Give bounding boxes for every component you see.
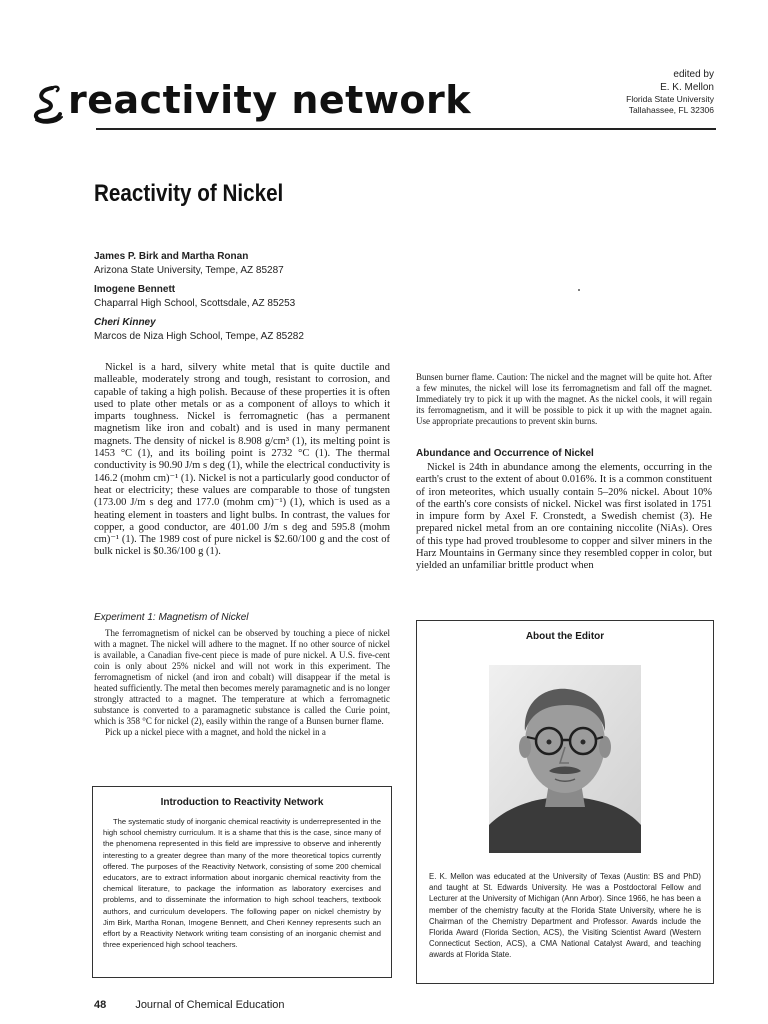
page-footer xyxy=(94,999,285,1011)
section-logo-text: reactivity network xyxy=(68,78,472,122)
author-affiliation: Arizona State University, Tempe, AZ 85287 xyxy=(94,265,284,276)
editor-bio: E. K. Mellon was educated at the University of Texas (Austin: BS and PhD) and taught at St. Edwards University. He was a Postdoctoral Fellow and Lecturer at the University of Michigan (Ann Arbor). Since 1966, he has been a member of the chemistry faculty at the Florida State University, where he is Chairman of the Chemistry Department and Professor. Awards include the Florida Award (Florida Section, ACS), the Visiting Scientist Award (Western Connecticut Section, ACS), a CMA National Catalyst Award, and teaching awards at Florida State. xyxy=(429,872,701,960)
editor-photo xyxy=(489,665,641,853)
editor-name: E. K. Mellon xyxy=(660,82,714,93)
intro-paragraph-column xyxy=(94,362,390,559)
experiment-paragraph: Pick up a nickel piece with a magnet, and hold the nickel in a xyxy=(105,727,326,737)
editor-affiliation: Florida State University xyxy=(626,94,714,104)
continued-paragraph: Bunsen burner flame. Caution: The nickel and the magnet will be quite hot. After a few minutes, the nickel will lose its ferromagnetism and fall off the magnet. Immediately try to pick it up with the magnet. As the nickel cools, it will regain its ferromagnetism, and it will be possible to pick it up with the magnet again. Use appropriate precautions to prevent skin burns. xyxy=(416,372,712,426)
abundance-heading: Abundance and Occurrence of Nickel xyxy=(416,448,594,459)
author-name: Cheri Kinney xyxy=(94,317,156,328)
abundance-paragraph: Nickel is 24th in abundance among the elements, occurring in the earth's crust to the extent of about 0.016%. It is a common constituent of iron meteorites, which usually contain 5–20% nickel. About 10% of the earth's core consists of nickel. Nickel was first isolated in 1751 in impure form by Axel F. Cronstedt, a Swedish chemist (3). He prepared nickel metal from an ore containing niccolite (NiAs). Ores of this type had proved troublesome to copper and silver miners in the Harz Mountains in Germany since they resembled copper in color, but yielded an unfamiliar brittle product when xyxy=(416,462,712,572)
author-list xyxy=(94,250,434,349)
journal-name: Journal of Chemical Education xyxy=(135,999,285,1011)
page-number: 48 xyxy=(94,999,107,1011)
experiment-paragraph: The ferromagnetism of nickel can be observed by touching a piece of nickel with a magnet. The nickel will adhere to the magnet. If no other source of nickel is available, a Canadian five-cent piece is made of pure nickel. A U.S. five-cent coin is only about 25% nickel and will not work in this experiment. The ferromagnetism of nickel (and iron and cobalt) will disappear if the metal is heated sufficiently. The metal then becomes merely paramagnetic and is no longer strongly attracted to a magnet. The temperature at which a ferromagnetic substance is converted to a paramagnetic substance is called the Curie point, which is 358 °C for nickel (2), easily within the range of a Bunsen burner flame. xyxy=(94,628,390,726)
author-name: James P. Birk and Martha Ronan xyxy=(94,251,249,262)
section-editor-credit xyxy=(554,68,714,116)
author-name: Imogene Bennett xyxy=(94,284,176,295)
reactivity-network-logo-icon xyxy=(32,84,64,124)
about-editor-title: About the Editor xyxy=(525,631,605,642)
about-editor-box xyxy=(416,620,714,984)
experiment-1-heading: Experiment 1: Magnetism of Nickel xyxy=(94,612,249,623)
scan-speck xyxy=(578,289,580,291)
editor-portrait-icon xyxy=(489,665,641,853)
author-affiliation: Chaparral High School, Scottsdale, AZ 85253 xyxy=(94,298,296,309)
abundance-text xyxy=(416,462,712,573)
intro-paragraph: Nickel is a hard, silvery white metal that is quite ductile and malleable, moderately strong and tough, resistant to corrosion, and capable of taking a high polish. Because of these properties it is often used to plate other metals or as a component of alloys to which it imparts toughness. Nickel is ferromagnetic (has a permanent magnetism like iron and cobalt) and is used in many permanent magnets. The density of nickel is 8.908 g/cm³ (1), its melting point is 1453 °C (1), and its boiling point is 2732 °C (1). The thermal conductivity is 90.90 J/m s deg (1), while the electrical conductivity is 146.2 (mohm cm)⁻¹ (1). Nickel is not a particularly good conductor of heat or electricity; these values are comparable to those of tungsten (173.00 J/m s deg and 177.0 (mohm cm)⁻¹) (1), which is used as a heating element in toasters and light bulbs. In contrast, the values for copper, a good conductor, are 401.00 J/m s deg and 595.8 (mohm cm)⁻¹ (1). The 1989 cost of pure nickel is $2.60/100 g and the cost of bulk nickel is $0.36/100 g (1). xyxy=(94,362,390,558)
editor-address: Tallahassee, FL 32306 xyxy=(628,105,714,115)
intro-box-title: Introduction to Reactivity Network xyxy=(160,797,324,808)
author-affiliation: Marcos de Niza High School, Tempe, AZ 85282 xyxy=(94,331,304,342)
article-title: Reactivity of Nickel xyxy=(94,180,284,207)
intro-sidebar-box xyxy=(92,786,392,978)
intro-box-text: The systematic study of inorganic chemical reactivity is underrepresented in the high school chemistry curriculum. It is a shame that this is the case, since many of the phenomena represented in this field are impressive to observe and inherently interesting to a greater degree than many of the more theoretical topics currently offered. The purposes of the Reactivity Network, consisting of some 200 chemical educators, are to extract information about inorganic chemical reactivity from the chemical literature, to package the information as laboratory exercises and problems, and to disseminate the information to high school teachers, textbook authors, and curriculum developers. The following paper on nickel chemistry by Jim Birk, Martha Ronan, Imogene Bennett, and Cheri Kenney represents such an effort by a Reactivity Network writing team consisting of an inorganic chemist and three experienced high school teachers. xyxy=(103,817,381,950)
experiment-1-text xyxy=(94,628,390,738)
continued-paragraph-column xyxy=(416,372,712,427)
edited-by-label: edited by xyxy=(673,69,714,80)
header-rule xyxy=(96,128,716,130)
